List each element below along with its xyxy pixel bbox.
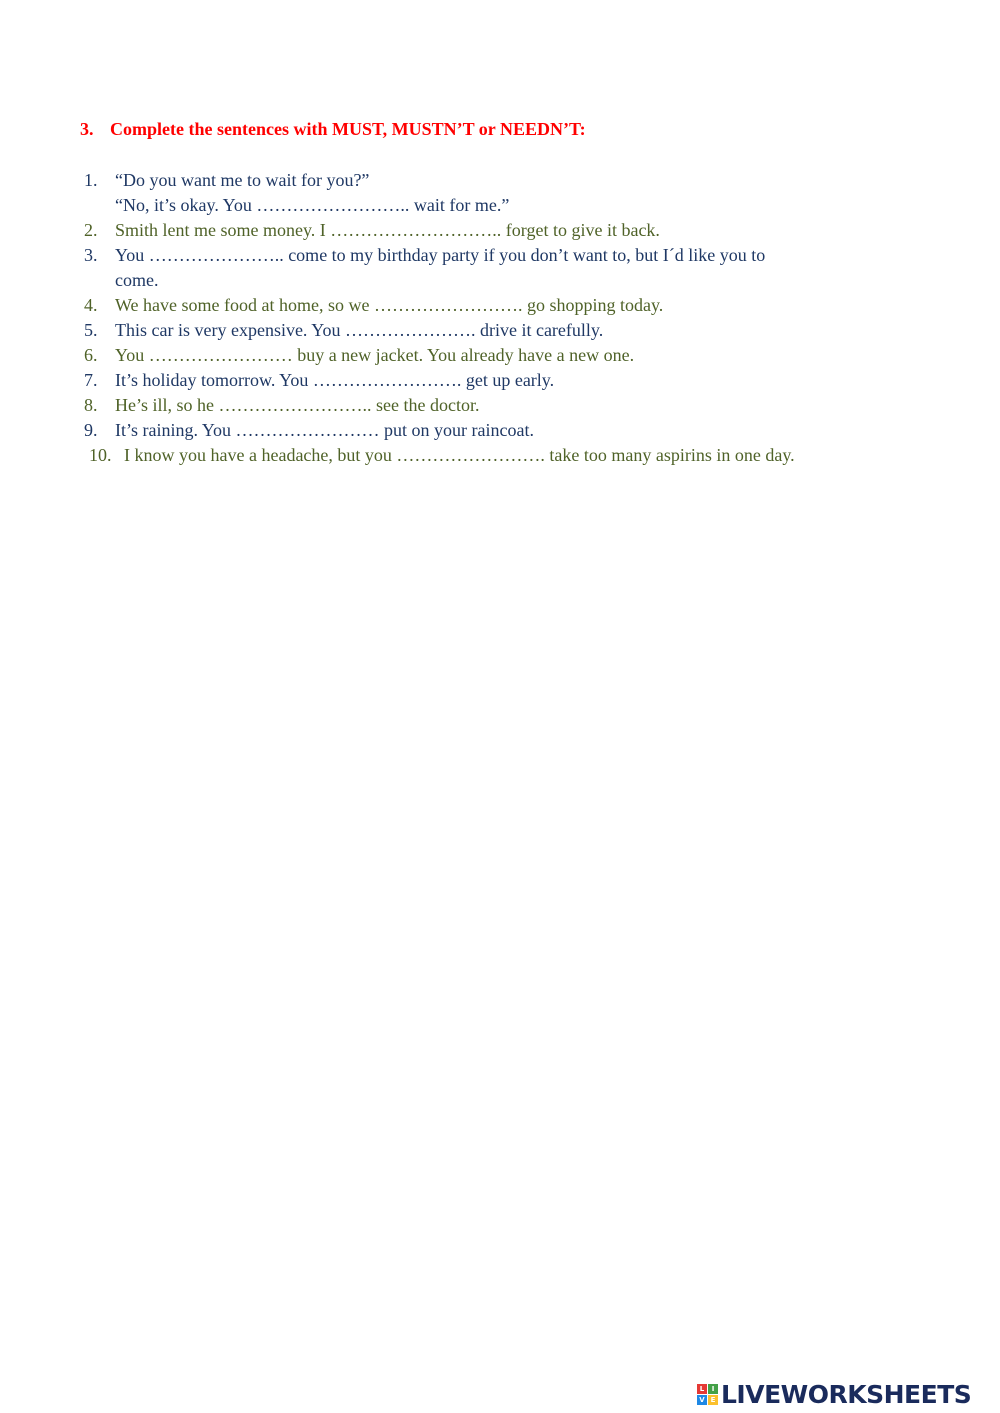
logo-letter-i: I	[708, 1384, 718, 1394]
sentence-item-7	[80, 368, 960, 393]
sentence-line: come.	[115, 270, 159, 290]
sentence-line: This car is very expensive. You …………………. drive it carefully.	[115, 320, 604, 340]
logo-letter-l: L	[697, 1384, 707, 1394]
liveworksheets-logo	[697, 1378, 971, 1410]
sentence-item-6	[80, 343, 960, 368]
sentence-item-3	[80, 243, 960, 293]
sentence-line: You ………………….. come to my birthday party if you don’t want to, but I´d like you to	[115, 245, 766, 265]
item-number: 8.	[84, 395, 98, 415]
item-number: 4.	[84, 295, 98, 315]
item-number: 5.	[84, 320, 98, 340]
item-number: 1.	[84, 170, 98, 190]
sentence-line: You …………………… buy a new jacket. You already have a new one.	[115, 345, 635, 365]
item-number: 10.	[89, 445, 112, 465]
sentence-line: It’s holiday tomorrow. You ……………………. get up early.	[115, 370, 555, 390]
exercise-number: 3.	[80, 119, 94, 139]
sentence-list	[80, 168, 960, 468]
exercise-instruction: Complete the sentences with MUST, MUSTN’T or NEEDN’T:	[110, 119, 586, 139]
sentence-line: “Do you want me to wait for you?”	[115, 170, 370, 190]
sentence-line: We have some food at home, so we ……………………. go shopping today.	[115, 295, 664, 315]
item-number: 3.	[84, 245, 98, 265]
sentence-line: I know you have a headache, but you ……………………. take too many aspirins in one day.	[124, 445, 795, 465]
sentence-item-8	[80, 393, 960, 418]
sentence-item-9	[80, 418, 960, 443]
item-number: 6.	[84, 345, 98, 365]
sentence-item-4	[80, 293, 960, 318]
sentence-item-10	[80, 443, 960, 468]
logo-letter-e: E	[708, 1395, 718, 1405]
logo-icon	[697, 1384, 718, 1405]
item-number: 2.	[84, 220, 98, 240]
sentence-line: “No, it’s okay. You …………………….. wait for me.”	[115, 195, 510, 215]
sentence-line: Smith lent me some money. I ……………………….. forget to give it back.	[115, 220, 660, 240]
logo-text: LIVEWORKSHEETS	[721, 1379, 972, 1409]
sentence-item-5	[80, 318, 960, 343]
sentence-item-1	[80, 168, 960, 218]
sentence-item-2	[80, 218, 960, 243]
item-number: 7.	[84, 370, 98, 390]
sentence-line: He’s ill, so he …………………….. see the doctor.	[115, 395, 480, 415]
logo-letter-v: V	[697, 1395, 707, 1405]
item-number: 9.	[84, 420, 98, 440]
sentence-line: It’s raining. You …………………… put on your raincoat.	[115, 420, 534, 440]
exercise-heading	[80, 119, 586, 140]
